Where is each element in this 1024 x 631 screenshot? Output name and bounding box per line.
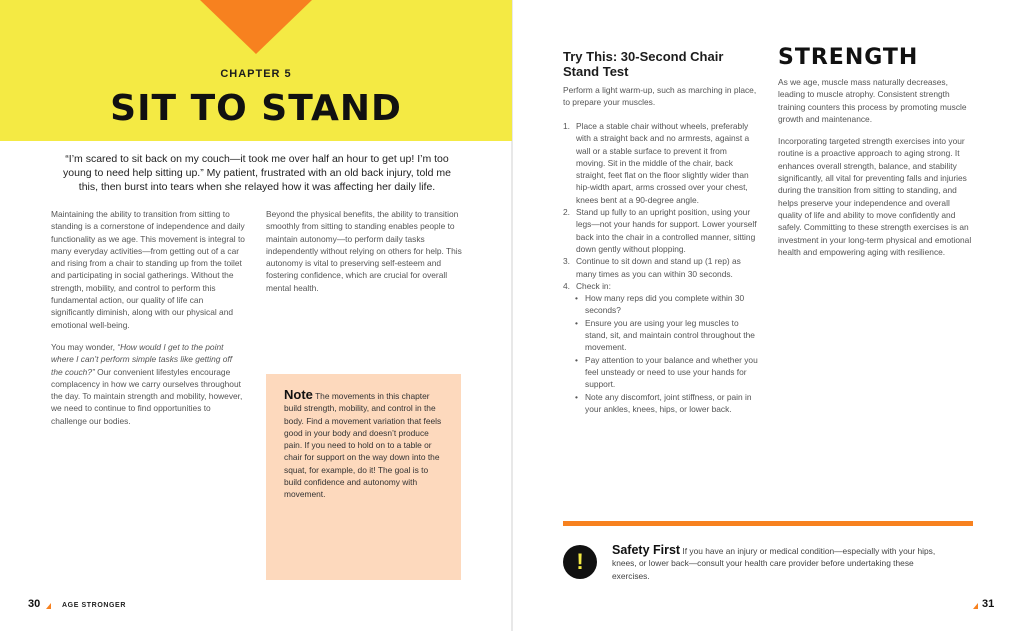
try-this-intro: Perform a light warm-up, such as marching in place, to prepare your muscles. — [563, 85, 757, 108]
paragraph: Incorporating targeted strength exercises into your routine is a proactive approach to aging strong. It enhances overall strength, balance, and stability significantly, all vital for preventing falls and injuries during the transition from sitting to standing, and helps preserve your independence and overall quality of life and ability to move confidently and safely. Committing to these strength exercises is an investment in your long-term physical and emotional health and empowering aging with resilience. — [778, 136, 972, 257]
strength-body — [778, 76, 974, 268]
page-number-left: 30 — [28, 598, 41, 610]
running-footer-title: AGE STRONGER — [62, 602, 126, 609]
step-number: 3. — [563, 256, 570, 267]
safety-title: Safety First — [612, 543, 681, 557]
chapter-label: CHAPTER 5 — [220, 68, 292, 80]
step-text: Continue to sit down and stand up (1 rep) as many times as you can within 30 seconds. — [576, 256, 741, 279]
note-title: Note — [284, 387, 313, 402]
chapter-triangle-decoration — [200, 0, 312, 54]
step-text: Stand up fully to an upright position, using your legs—not your hands for support. Lower yourself back into the chair in a controlled manner, sitting down gently without plopping. — [576, 207, 757, 254]
note-text — [284, 389, 446, 501]
strength-title: STRENGTH — [778, 45, 919, 70]
check-text: How many reps did you complete within 30 seconds? — [585, 293, 745, 316]
warning-icon: ! — [563, 545, 597, 579]
paragraph: As we age, muscle mass naturally decreases, leading to muscle atrophy. Consistent strength training counters this process by promoting muscle growth and maintenance. — [778, 77, 967, 124]
check-text: Pay attention to your balance and whether you feel unsteady or need to use your hands for support. — [585, 354, 758, 390]
paragraph: Maintaining the ability to transition from sitting to standing is a cornerstone of independence and daily functionality as we age. This movement is integral to many everyday activities—from getting out of a car and rising from a chair to standing up from the toilet and participating in social gatherings. Without the strength, mobility, and control to perform this fundamental action, our quality of life can significantly diminish, along with our physical and emotional well-being. — [51, 209, 245, 330]
orange-divider — [563, 521, 973, 526]
check-item — [563, 292, 758, 317]
bullet-icon: • — [575, 391, 578, 402]
step-item — [563, 255, 758, 280]
note-body: The movements in this chapter build strength, mobility, and control in the body. Find a movement variation that feels good in your body and doesn’t produce pain. If you need to hold on to a table or chair for support on the way down into the squat, for example, do it! The goal is to build confidence and autonomy with movement. — [284, 391, 442, 500]
step-text: Place a stable chair without wheels, preferably with a straight back and no armrests, against a wall or a stable surface to prevent it from moving. Sit in the middle of the chair, back straight, feet flat on the floor slightly wider than hip-width apart, arms crossed over your chest, knees bent at a 90-degree angle. — [576, 121, 750, 205]
left-column-1 — [51, 208, 246, 437]
check-text: Ensure you are using your leg muscles to stand, sit, and maintain control throughout the movement. — [585, 317, 755, 353]
folio-triangle-icon — [46, 603, 51, 609]
paragraph-rest: Our convenient lifestyles encourage complacency in how we carry ourselves throughout the day. To maintain strength and mobility, however, we need to continue to find opportunities to challenge our bodies. — [51, 366, 243, 426]
left-column-2 — [266, 208, 462, 304]
step-text: Check in: — [576, 280, 611, 291]
chapter-title: SIT TO STAND — [110, 88, 402, 129]
safety-text: If you have an injury or medical condition—especially with your hips, knees, or lower back—consult your health care provider before undertaking these exercises. — [612, 546, 936, 581]
step-item — [563, 280, 758, 292]
check-item — [563, 317, 758, 354]
check-item — [563, 354, 758, 391]
note-box — [266, 374, 461, 580]
bullet-icon: • — [575, 354, 578, 365]
step-item — [563, 120, 758, 206]
paragraph: Beyond the physical benefits, the ability to transition smoothly from sitting to standing enables people to maintain autonomy—to perform daily tasks independently without relying on others for help. This autonomy is vital to preserving self-esteem and fostering confidence, which are crucial for overall mental health. — [266, 209, 462, 293]
safety-callout — [612, 544, 942, 582]
check-text: Note any discomfort, joint stiffness, or pain in your ankles, knees, hips, or lower back. — [585, 391, 752, 414]
inline-quote: “How would I get to the point where I can’t perform simple tasks like getting off the couch?” — [51, 341, 233, 377]
pull-quote: “I’m scared to sit back on my couch—it took me over half an hour to get up! I’m too young to need help sitting up.” My patient, frustrated with an old back injury, told me this, then burst into tears when she relayed how it was affecting her daily life. — [63, 153, 451, 193]
folio-triangle-icon — [973, 603, 978, 609]
step-number: 4. — [563, 280, 570, 291]
paragraph — [51, 341, 246, 427]
bullet-icon: • — [575, 317, 578, 328]
bullet-icon: • — [575, 293, 578, 304]
steps-list — [563, 120, 758, 415]
check-item — [563, 391, 758, 416]
step-number: 2. — [563, 207, 570, 218]
paragraph-lead: You may wonder, — [51, 341, 118, 352]
step-item — [563, 206, 758, 255]
page-number-right: 31 — [982, 598, 995, 610]
try-this-title: Try This: 30-Second Chair Stand Test — [563, 49, 724, 79]
step-number: 1. — [563, 121, 570, 131]
